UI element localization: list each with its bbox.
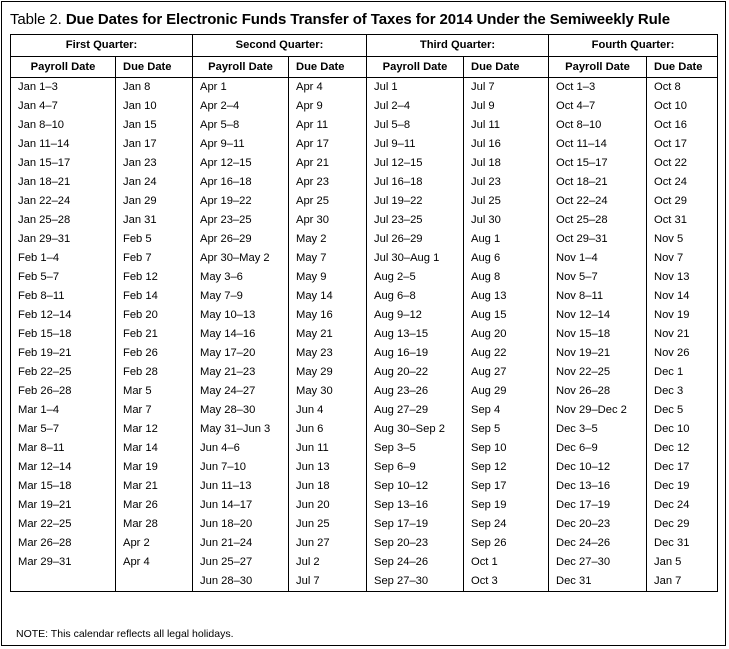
due-date-cell: Jun 11	[289, 439, 367, 458]
due-date-cell: Feb 28	[116, 363, 193, 382]
due-date-cell: Nov 7	[647, 249, 718, 268]
due-date-cell: Sep 26	[464, 534, 549, 553]
table-row	[11, 515, 718, 534]
due-date-cell: Oct 8	[647, 78, 718, 98]
due-date-cell: Dec 31	[647, 534, 718, 553]
payroll-date-cell: May 7–9	[193, 287, 289, 306]
payroll-date-cell: Feb 15–18	[11, 325, 116, 344]
due-date-cell: Jan 24	[116, 173, 193, 192]
table-row	[11, 477, 718, 496]
payroll-date-cell: Apr 2–4	[193, 97, 289, 116]
table-row	[11, 230, 718, 249]
table-row	[11, 306, 718, 325]
table-row	[11, 173, 718, 192]
due-date-cell: Jul 30	[464, 211, 549, 230]
payroll-date-cell: Dec 24–26	[549, 534, 647, 553]
due-date-cell: Dec 5	[647, 401, 718, 420]
payroll-date-cell: Dec 13–16	[549, 477, 647, 496]
due-date-cell: Sep 17	[464, 477, 549, 496]
due-date-cell: Sep 19	[464, 496, 549, 515]
due-date-cell: Jun 18	[289, 477, 367, 496]
due-date-cell: May 9	[289, 268, 367, 287]
payroll-date-cell: Sep 20–23	[367, 534, 464, 553]
payroll-date-cell: Aug 20–22	[367, 363, 464, 382]
due-date-cell: Apr 23	[289, 173, 367, 192]
due-date-cell: Oct 24	[647, 173, 718, 192]
payroll-date-cell: Nov 5–7	[549, 268, 647, 287]
payroll-date-cell: Feb 1–4	[11, 249, 116, 268]
due-date-cell	[116, 572, 193, 592]
payroll-date-cell: Jul 26–29	[367, 230, 464, 249]
due-date-cell: Mar 28	[116, 515, 193, 534]
payroll-date-cell: Apr 1	[193, 78, 289, 98]
table-row	[11, 401, 718, 420]
due-date-cell: Aug 6	[464, 249, 549, 268]
table-row	[11, 496, 718, 515]
due-date-cell: Apr 4	[289, 78, 367, 98]
due-date-cell: May 21	[289, 325, 367, 344]
payroll-date-cell: Nov 22–25	[549, 363, 647, 382]
payroll-date-cell: Nov 1–4	[549, 249, 647, 268]
payroll-date-cell: Jul 9–11	[367, 135, 464, 154]
payroll-date-cell: Apr 5–8	[193, 116, 289, 135]
due-date-cell: Mar 7	[116, 401, 193, 420]
payroll-date-cell: Aug 23–26	[367, 382, 464, 401]
payroll-date-cell: Apr 19–22	[193, 192, 289, 211]
payroll-date-cell: Dec 6–9	[549, 439, 647, 458]
payroll-date-cell: Jul 1	[367, 78, 464, 98]
due-date-cell: Jul 25	[464, 192, 549, 211]
payroll-date-cell: Nov 19–21	[549, 344, 647, 363]
due-date-cell: May 2	[289, 230, 367, 249]
table-row	[11, 192, 718, 211]
column-header-payroll-date: Payroll Date	[193, 57, 289, 78]
table-row	[11, 458, 718, 477]
payroll-date-cell: Feb 5–7	[11, 268, 116, 287]
payroll-date-cell: Nov 29–Dec 2	[549, 401, 647, 420]
payroll-date-cell: Jul 12–15	[367, 154, 464, 173]
due-date-cell: Jan 29	[116, 192, 193, 211]
column-header-due-date: Due Date	[647, 57, 718, 78]
payroll-date-cell: Aug 30–Sep 2	[367, 420, 464, 439]
quarter-header-first: First Quarter:	[11, 35, 193, 57]
due-date-cell: Oct 17	[647, 135, 718, 154]
payroll-date-cell: Jun 14–17	[193, 496, 289, 515]
payroll-date-cell: Feb 22–25	[11, 363, 116, 382]
table-heading: Due Dates for Electronic Funds Transfer of Taxes for 2014 Under the Semiweekly Rule	[65, 11, 670, 28]
table-row	[11, 420, 718, 439]
table-row	[11, 211, 718, 230]
due-date-cell: Aug 1	[464, 230, 549, 249]
payroll-date-cell: May 28–30	[193, 401, 289, 420]
payroll-date-cell: Oct 4–7	[549, 97, 647, 116]
due-date-cell: Oct 10	[647, 97, 718, 116]
table-row	[11, 363, 718, 382]
due-date-cell: Jul 16	[464, 135, 549, 154]
payroll-date-cell: Apr 30–May 2	[193, 249, 289, 268]
payroll-date-cell: Dec 20–23	[549, 515, 647, 534]
due-date-cell: Mar 21	[116, 477, 193, 496]
due-date-cell: Aug 20	[464, 325, 549, 344]
due-date-cell: Dec 3	[647, 382, 718, 401]
due-date-cell: Dec 17	[647, 458, 718, 477]
payroll-date-cell: Apr 26–29	[193, 230, 289, 249]
payroll-date-cell: Feb 19–21	[11, 344, 116, 363]
due-date-cell: Jun 4	[289, 401, 367, 420]
due-date-cell: Sep 10	[464, 439, 549, 458]
payroll-date-cell: Jan 11–14	[11, 135, 116, 154]
due-date-cell: Jun 20	[289, 496, 367, 515]
due-date-cell: Jul 7	[289, 572, 367, 592]
payroll-date-cell: Mar 5–7	[11, 420, 116, 439]
payroll-date-cell: Jun 25–27	[193, 553, 289, 572]
due-date-cell: Jan 7	[647, 572, 718, 592]
payroll-date-cell: Mar 19–21	[11, 496, 116, 515]
due-date-cell: Aug 8	[464, 268, 549, 287]
payroll-date-cell: Dec 3–5	[549, 420, 647, 439]
due-date-cell: Jul 9	[464, 97, 549, 116]
payroll-date-cell: Jan 18–21	[11, 173, 116, 192]
payroll-date-cell: Jul 23–25	[367, 211, 464, 230]
due-date-cell: Jun 27	[289, 534, 367, 553]
due-date-cell: Nov 21	[647, 325, 718, 344]
table-row	[11, 439, 718, 458]
payroll-date-cell: Oct 8–10	[549, 116, 647, 135]
due-date-cell: Dec 19	[647, 477, 718, 496]
payroll-date-cell: May 31–Jun 3	[193, 420, 289, 439]
payroll-date-cell: Mar 22–25	[11, 515, 116, 534]
due-date-cell: Sep 5	[464, 420, 549, 439]
payroll-date-cell: Feb 12–14	[11, 306, 116, 325]
payroll-date-cell: Feb 8–11	[11, 287, 116, 306]
payroll-date-cell: Jan 4–7	[11, 97, 116, 116]
due-date-cell: Apr 9	[289, 97, 367, 116]
due-date-cell: Nov 26	[647, 344, 718, 363]
payroll-date-cell: Jul 30–Aug 1	[367, 249, 464, 268]
column-header-due-date: Due Date	[464, 57, 549, 78]
table-row	[11, 268, 718, 287]
column-header-due-date: Due Date	[116, 57, 193, 78]
table-row	[11, 553, 718, 572]
due-date-cell: May 30	[289, 382, 367, 401]
due-date-cell: May 23	[289, 344, 367, 363]
due-date-cell: Oct 1	[464, 553, 549, 572]
payroll-date-cell: Apr 23–25	[193, 211, 289, 230]
payroll-date-cell: May 24–27	[193, 382, 289, 401]
payroll-date-cell: Mar 1–4	[11, 401, 116, 420]
due-date-cell: Jan 10	[116, 97, 193, 116]
payroll-date-cell: Oct 22–24	[549, 192, 647, 211]
due-date-cell: Apr 17	[289, 135, 367, 154]
payroll-date-cell: Jun 21–24	[193, 534, 289, 553]
payroll-date-cell: Oct 11–14	[549, 135, 647, 154]
due-date-cell: Sep 12	[464, 458, 549, 477]
due-date-cell: Aug 22	[464, 344, 549, 363]
due-date-cell: Apr 2	[116, 534, 193, 553]
payroll-date-cell: Jan 15–17	[11, 154, 116, 173]
due-date-cell: Feb 14	[116, 287, 193, 306]
payroll-date-cell: Nov 26–28	[549, 382, 647, 401]
due-date-cell: Sep 4	[464, 401, 549, 420]
payroll-date-cell: Nov 15–18	[549, 325, 647, 344]
due-date-cell: Jul 11	[464, 116, 549, 135]
payroll-date-cell: Aug 9–12	[367, 306, 464, 325]
due-date-cell: Oct 31	[647, 211, 718, 230]
payroll-date-cell: Jun 4–6	[193, 439, 289, 458]
payroll-date-cell: Apr 12–15	[193, 154, 289, 173]
payroll-date-cell: Aug 16–19	[367, 344, 464, 363]
table-row	[11, 135, 718, 154]
payroll-date-cell: Oct 29–31	[549, 230, 647, 249]
table-row	[11, 97, 718, 116]
payroll-date-cell: Jul 5–8	[367, 116, 464, 135]
due-date-cell: Oct 29	[647, 192, 718, 211]
payroll-date-cell: Jul 2–4	[367, 97, 464, 116]
payroll-date-cell: Jun 11–13	[193, 477, 289, 496]
table-row	[11, 344, 718, 363]
payroll-date-cell: Dec 10–12	[549, 458, 647, 477]
payroll-date-cell: Feb 26–28	[11, 382, 116, 401]
payroll-date-cell: Nov 12–14	[549, 306, 647, 325]
payroll-date-cell: Jan 22–24	[11, 192, 116, 211]
due-dates-table	[10, 34, 718, 592]
payroll-date-cell: Dec 27–30	[549, 553, 647, 572]
payroll-date-cell: May 10–13	[193, 306, 289, 325]
table-row	[11, 572, 718, 592]
payroll-date-cell: Aug 2–5	[367, 268, 464, 287]
due-date-cell: Mar 12	[116, 420, 193, 439]
payroll-date-cell: Jan 8–10	[11, 116, 116, 135]
payroll-date-cell: Aug 13–15	[367, 325, 464, 344]
payroll-date-cell: Nov 8–11	[549, 287, 647, 306]
table-row	[11, 249, 718, 268]
quarter-header-third: Third Quarter:	[367, 35, 549, 57]
payroll-date-cell	[11, 572, 116, 592]
due-date-cell: Dec 24	[647, 496, 718, 515]
due-date-cell: Mar 14	[116, 439, 193, 458]
due-date-cell: Aug 27	[464, 363, 549, 382]
table-body	[11, 78, 718, 592]
payroll-date-cell: May 21–23	[193, 363, 289, 382]
due-date-cell: Feb 26	[116, 344, 193, 363]
table-title	[10, 11, 670, 28]
payroll-date-cell: Dec 31	[549, 572, 647, 592]
due-date-cell: Apr 30	[289, 211, 367, 230]
quarter-header-fourth: Fourth Quarter:	[549, 35, 718, 57]
due-date-cell: Aug 15	[464, 306, 549, 325]
payroll-date-cell: Oct 25–28	[549, 211, 647, 230]
table-row	[11, 382, 718, 401]
due-date-cell: Mar 5	[116, 382, 193, 401]
due-date-cell: May 7	[289, 249, 367, 268]
column-header-payroll-date: Payroll Date	[11, 57, 116, 78]
payroll-date-cell: Sep 3–5	[367, 439, 464, 458]
quarter-header-second: Second Quarter:	[193, 35, 367, 57]
payroll-date-cell: Mar 15–18	[11, 477, 116, 496]
due-date-cell: Feb 12	[116, 268, 193, 287]
due-date-cell: Jun 6	[289, 420, 367, 439]
due-date-cell: Jul 7	[464, 78, 549, 98]
table-row	[11, 154, 718, 173]
payroll-date-cell: Oct 18–21	[549, 173, 647, 192]
due-date-cell: Feb 20	[116, 306, 193, 325]
payroll-date-cell: May 14–16	[193, 325, 289, 344]
payroll-date-cell: Aug 27–29	[367, 401, 464, 420]
due-date-cell: Dec 10	[647, 420, 718, 439]
due-date-cell: Jan 31	[116, 211, 193, 230]
payroll-date-cell: Mar 29–31	[11, 553, 116, 572]
payroll-date-cell: Jul 16–18	[367, 173, 464, 192]
due-date-cell: Oct 16	[647, 116, 718, 135]
due-date-cell: Oct 22	[647, 154, 718, 173]
due-date-cell: Jun 25	[289, 515, 367, 534]
column-header-payroll-date: Payroll Date	[549, 57, 647, 78]
payroll-date-cell: Apr 16–18	[193, 173, 289, 192]
due-date-cell: Nov 14	[647, 287, 718, 306]
due-date-cell: Apr 25	[289, 192, 367, 211]
table-row	[11, 287, 718, 306]
payroll-date-cell: Sep 17–19	[367, 515, 464, 534]
due-date-cell: Jul 18	[464, 154, 549, 173]
due-date-cell: Feb 21	[116, 325, 193, 344]
payroll-date-cell: Jul 19–22	[367, 192, 464, 211]
payroll-date-cell: Mar 12–14	[11, 458, 116, 477]
payroll-date-cell: May 3–6	[193, 268, 289, 287]
payroll-date-cell: Oct 1–3	[549, 78, 647, 98]
due-date-cell: May 14	[289, 287, 367, 306]
due-date-cell: Jan 15	[116, 116, 193, 135]
column-header-due-date: Due Date	[289, 57, 367, 78]
table-row	[11, 325, 718, 344]
due-date-cell: Dec 12	[647, 439, 718, 458]
due-date-cell: Jan 23	[116, 154, 193, 173]
due-date-cell: Jun 13	[289, 458, 367, 477]
payroll-date-cell: Dec 17–19	[549, 496, 647, 515]
due-date-cell: Apr 4	[116, 553, 193, 572]
due-date-cell: Jul 23	[464, 173, 549, 192]
payroll-date-cell: Sep 24–26	[367, 553, 464, 572]
due-date-cell: Oct 3	[464, 572, 549, 592]
due-date-cell: Feb 5	[116, 230, 193, 249]
payroll-date-cell: Mar 26–28	[11, 534, 116, 553]
due-date-cell: Aug 13	[464, 287, 549, 306]
quarter-header-row	[11, 35, 718, 57]
payroll-date-cell: Jan 25–28	[11, 211, 116, 230]
due-date-cell: Jan 5	[647, 553, 718, 572]
footnote: NOTE: This calendar reflects all legal holidays.	[16, 628, 234, 640]
payroll-date-cell: Jan 1–3	[11, 78, 116, 98]
payroll-date-cell: Apr 9–11	[193, 135, 289, 154]
table-row	[11, 116, 718, 135]
payroll-date-cell: Mar 8–11	[11, 439, 116, 458]
due-date-cell: Nov 13	[647, 268, 718, 287]
payroll-date-cell: Jan 29–31	[11, 230, 116, 249]
payroll-date-cell: Jun 28–30	[193, 572, 289, 592]
payroll-date-cell: Sep 10–12	[367, 477, 464, 496]
payroll-date-cell: Sep 6–9	[367, 458, 464, 477]
table-row	[11, 534, 718, 553]
payroll-date-cell: Aug 6–8	[367, 287, 464, 306]
due-date-cell: Mar 19	[116, 458, 193, 477]
due-date-cell: Mar 26	[116, 496, 193, 515]
due-date-cell: Dec 1	[647, 363, 718, 382]
due-date-cell: Apr 21	[289, 154, 367, 173]
payroll-date-cell: Sep 27–30	[367, 572, 464, 592]
due-date-cell: Dec 29	[647, 515, 718, 534]
due-date-cell: Apr 11	[289, 116, 367, 135]
due-date-cell: Jul 2	[289, 553, 367, 572]
payroll-date-cell: Jun 7–10	[193, 458, 289, 477]
column-header-payroll-date: Payroll Date	[367, 57, 464, 78]
due-date-cell: Jan 17	[116, 135, 193, 154]
due-date-cell: May 29	[289, 363, 367, 382]
payroll-date-cell: Oct 15–17	[549, 154, 647, 173]
table-number: Table 2.	[10, 11, 62, 28]
due-date-cell: Sep 24	[464, 515, 549, 534]
payroll-date-cell: Sep 13–16	[367, 496, 464, 515]
table-row	[11, 78, 718, 98]
due-date-cell: Nov 5	[647, 230, 718, 249]
due-date-cell: Jan 8	[116, 78, 193, 98]
due-date-cell: Nov 19	[647, 306, 718, 325]
payroll-date-cell: Jun 18–20	[193, 515, 289, 534]
column-header-row	[11, 57, 718, 78]
due-date-cell: Aug 29	[464, 382, 549, 401]
due-date-cell: May 16	[289, 306, 367, 325]
due-date-cell: Feb 7	[116, 249, 193, 268]
payroll-date-cell: May 17–20	[193, 344, 289, 363]
